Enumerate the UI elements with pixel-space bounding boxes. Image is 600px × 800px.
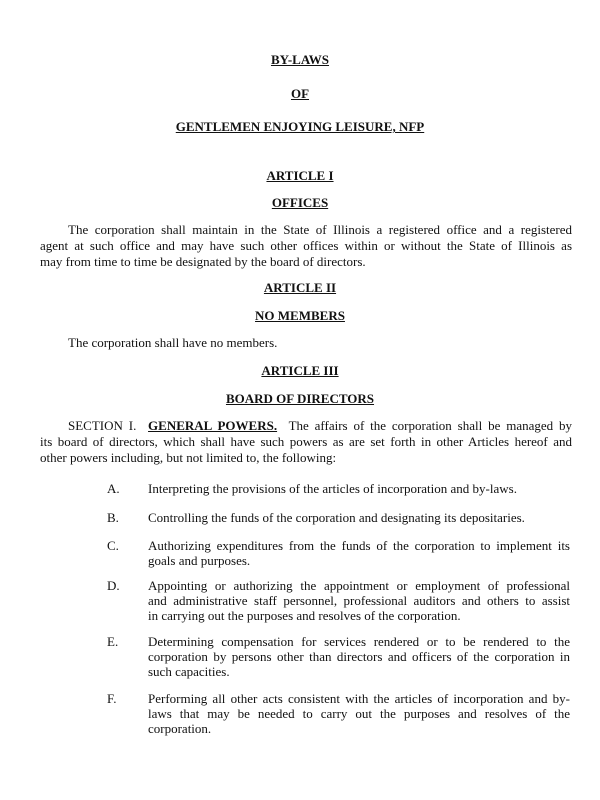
list-item-text xyxy=(148,634,570,679)
list-item-line: such capacities. xyxy=(148,664,230,679)
list-item-letter: F. xyxy=(107,691,117,706)
article-1-heading: ARTICLE I xyxy=(266,168,334,183)
article-2-body xyxy=(40,335,572,351)
list-item-text xyxy=(148,510,570,525)
list-item-letter: B. xyxy=(107,510,119,525)
list-item-line: Interpreting the provisions of the articles of incorporation and by-laws. xyxy=(148,481,517,496)
list-item-line: corporation. xyxy=(148,721,212,736)
paragraph-line xyxy=(40,418,572,434)
paragraph-line: agent at such office and may have such other offices within or without the State of Illinois as xyxy=(40,238,572,253)
list-item-line: laws that may be needed to carry out the purposes and resolves of the xyxy=(148,706,570,721)
article-1-body xyxy=(40,222,572,270)
article-2-heading: ARTICLE II xyxy=(263,280,337,295)
list-item-line: corporation by persons other than directors and officers of the corporation in xyxy=(148,649,570,664)
article-3-subheading: BOARD OF DIRECTORS xyxy=(225,391,375,406)
document-title: BY-LAWS xyxy=(270,52,330,67)
list-item-letter: A. xyxy=(107,481,120,496)
list-item-line: Appointing or authorizing the appointment or employment of professional xyxy=(148,578,570,593)
paragraph-line: may from time to time be designated by the board of directors. xyxy=(40,254,366,269)
article-3-heading: ARTICLE III xyxy=(261,363,339,378)
paragraph-line: its board of directors, which shall have such powers as are set forth in other Articles hereof and xyxy=(40,434,572,449)
section-1-intro: The affairs of the corporation shall be managed by xyxy=(288,418,572,433)
document-title-of: OF xyxy=(290,86,310,101)
list-item-line: goals and purposes. xyxy=(148,553,251,568)
list-item-line: Determining compensation for services rendered or to be rendered to the xyxy=(148,634,570,649)
section-1-heading: GENERAL POWERS. xyxy=(148,418,278,433)
list-item-text xyxy=(148,691,570,736)
paragraph-line: The corporation shall have no members. xyxy=(68,335,278,350)
list-item-line: Controlling the funds of the corporation and designating its depositaries. xyxy=(148,510,525,525)
list-item-text xyxy=(148,481,570,496)
section-1-body xyxy=(40,418,572,466)
section-1-number: SECTION I. xyxy=(68,418,137,433)
list-item-text xyxy=(148,538,570,568)
list-item-letter: D. xyxy=(107,578,120,593)
organization-name: GENTLEMEN ENJOYING LEISURE, NFP xyxy=(175,119,425,134)
article-2-subheading: NO MEMBERS xyxy=(255,308,345,323)
list-item-letter: C. xyxy=(107,538,119,553)
paragraph-line: The corporation shall maintain in the State of Illinois a registered office and a registered xyxy=(68,222,572,237)
paragraph-line: other powers including, but not limited to, the following: xyxy=(40,450,337,465)
list-item-line: in carrying out the purposes and resolves of the corporation. xyxy=(148,608,461,623)
list-item-line: Authorizing expenditures from the funds of the corporation to implement its xyxy=(148,538,570,553)
list-item-line: and administrative staff personnel, professional auditors and others to assist xyxy=(148,593,570,608)
list-item-line: Performing all other acts consistent with the articles of incorporation and by- xyxy=(148,691,570,706)
list-item-text xyxy=(148,578,570,623)
article-1-subheading: OFFICES xyxy=(271,195,329,210)
list-item-letter: E. xyxy=(107,634,119,649)
